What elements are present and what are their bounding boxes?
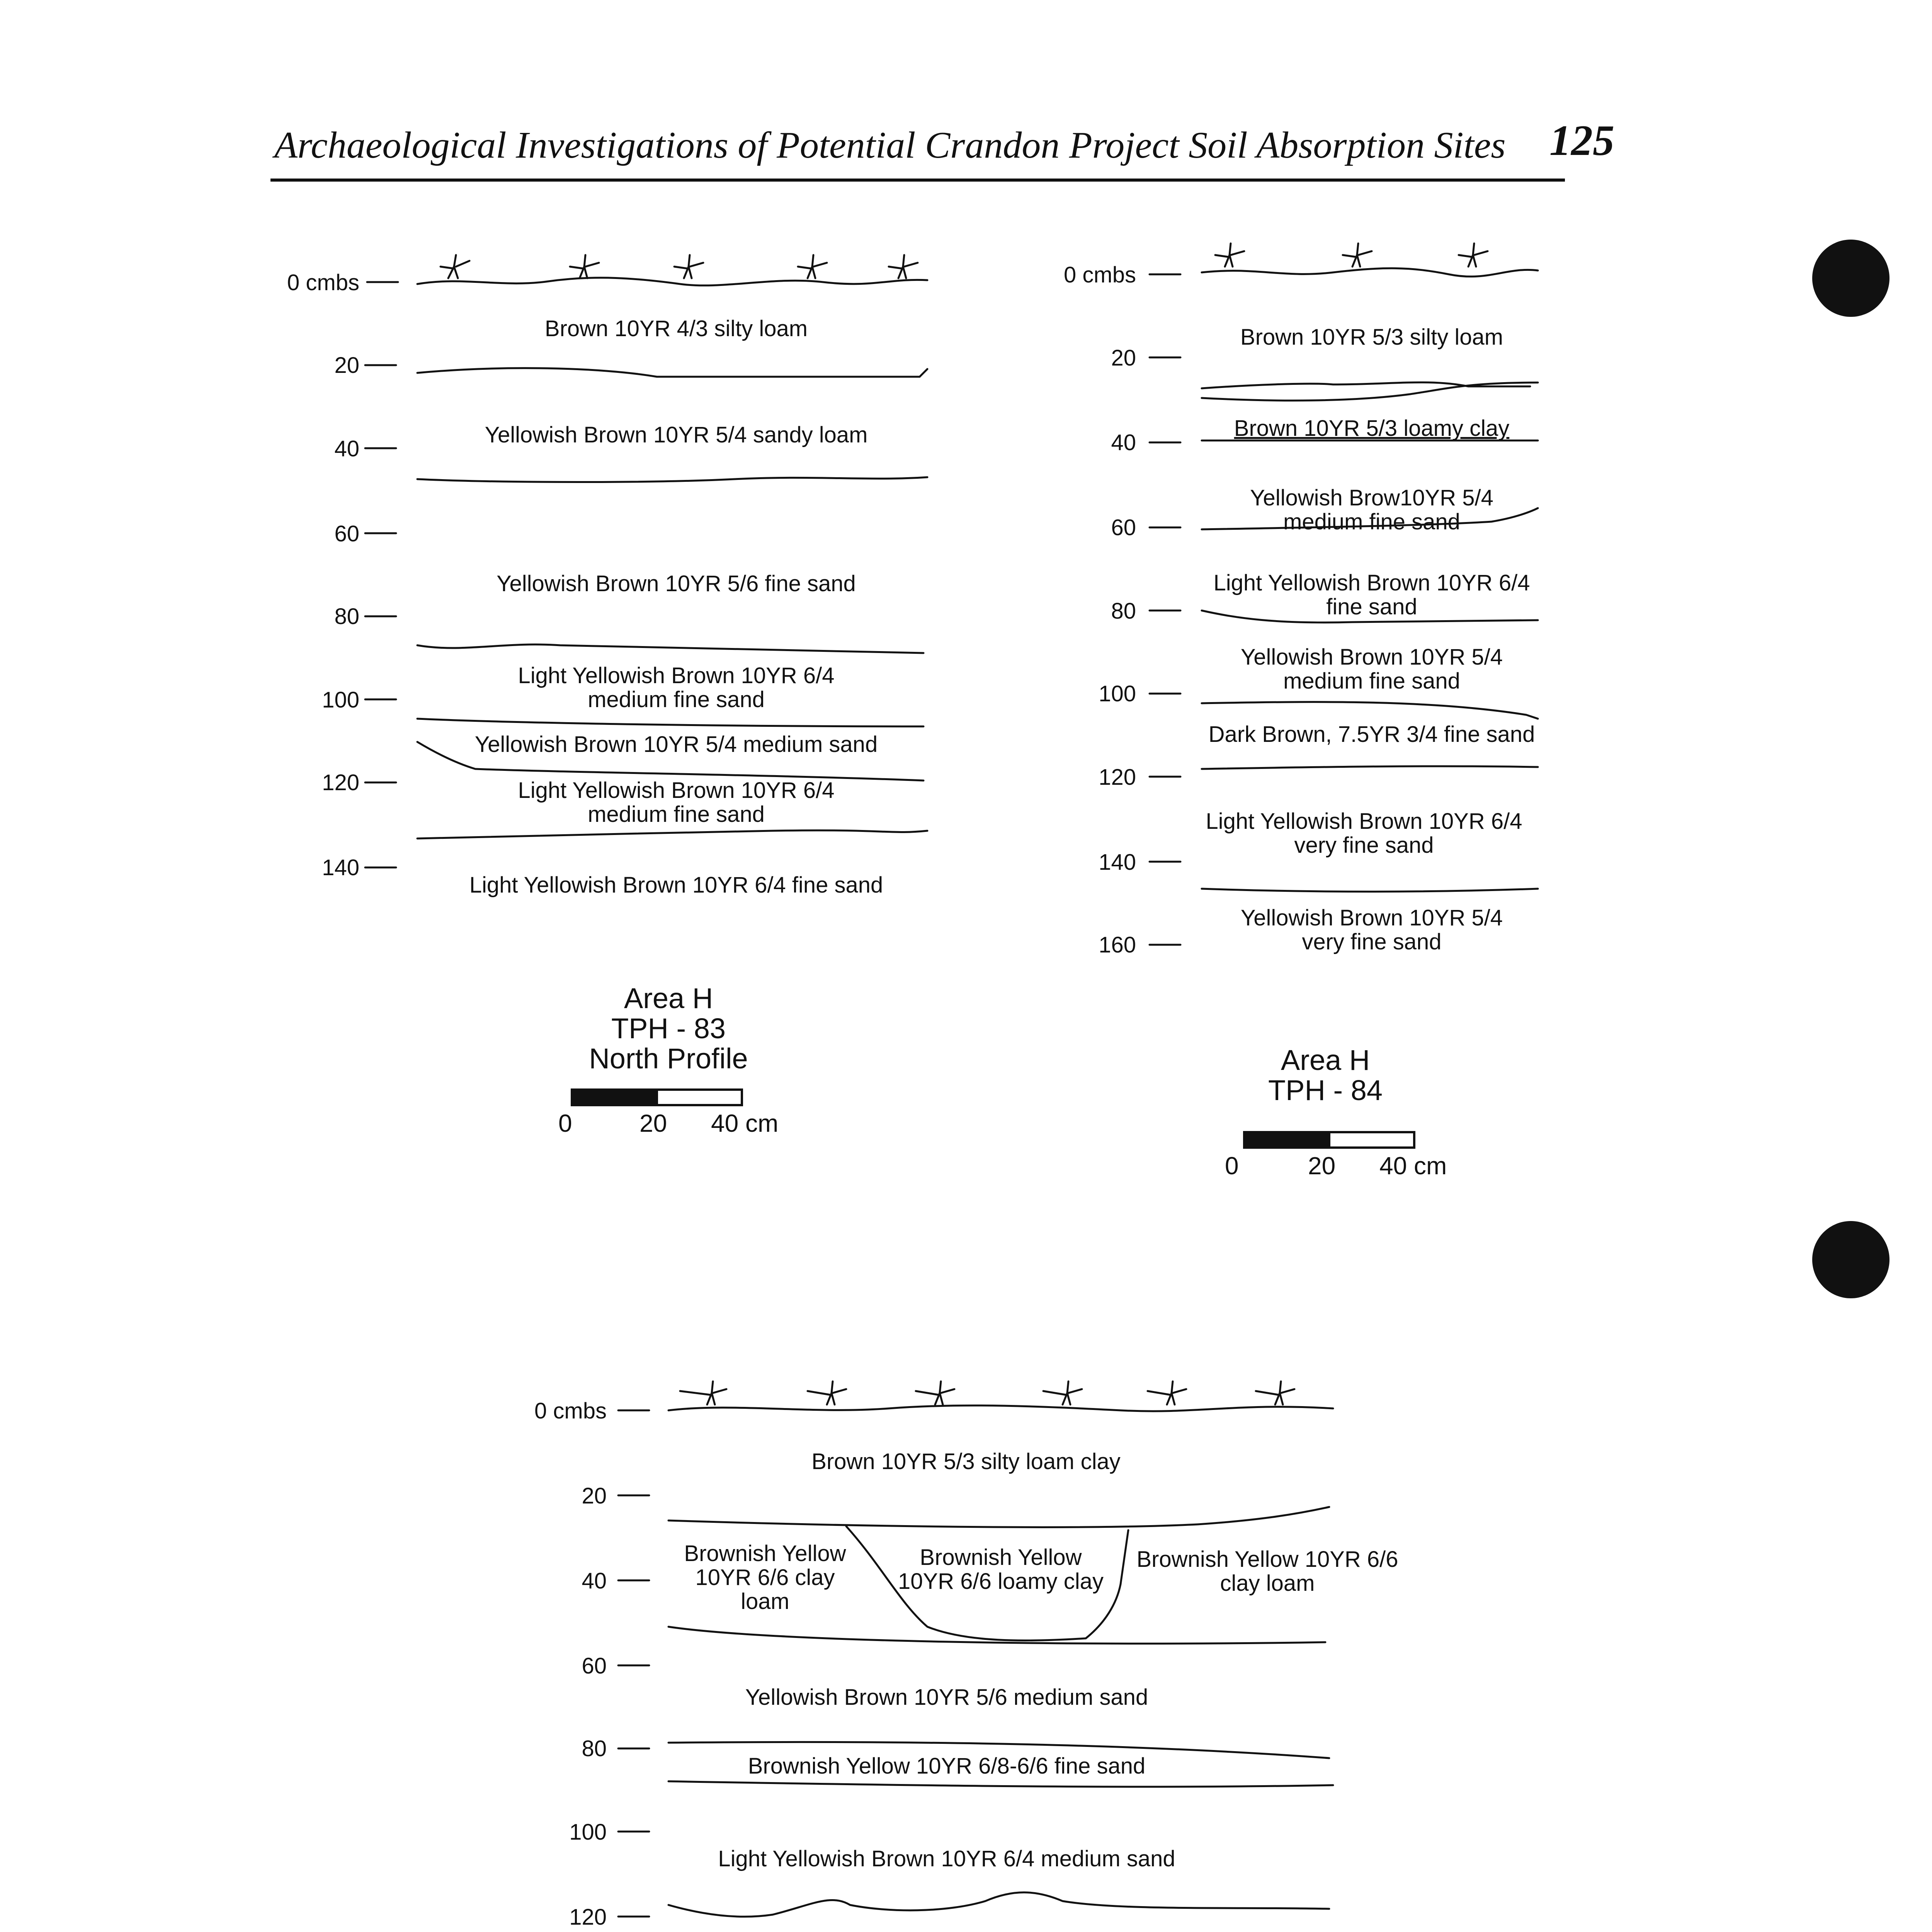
soil-layer-line: medium fine sand: [1283, 668, 1460, 694]
soil-layer-label: Light Yellowish Brown 10YR 6/4 medium sand: [718, 1846, 1175, 1871]
soil-layer-line: Light Yellowish Brown 10YR 6/4: [1213, 570, 1530, 595]
soil-layer-line: Light Yellowish Brown 10YR 6/4: [1206, 809, 1522, 834]
depth-label: 140: [1099, 850, 1136, 875]
depth-label: 80: [334, 604, 359, 629]
soil-layer-line: Yellowish Brown 10YR 5/4: [1240, 645, 1503, 670]
soil-layer-label: [425, 664, 927, 712]
soil-layer-label: [1198, 906, 1546, 954]
caption-area: Area H: [624, 982, 713, 1014]
depth-label: 80: [1111, 599, 1136, 624]
depth-label: 40: [334, 436, 359, 461]
depth-label: 60: [334, 521, 359, 546]
soil-layer-line: very fine sand: [1302, 929, 1442, 954]
caption-pit: TPH - 84: [1268, 1074, 1383, 1106]
soil-layer-line: Light Yellowish Brown 10YR 6/4: [518, 663, 835, 688]
figure-caption: [514, 983, 823, 1074]
soil-layer-line: loam: [741, 1589, 789, 1614]
depth-label: 60: [582, 1653, 607, 1679]
soil-layer-line: Brownish Yellow: [684, 1541, 846, 1566]
soil-layer-label: [1190, 810, 1538, 857]
soil-layer-label: [1198, 645, 1546, 693]
soil-layer-label: [665, 1542, 866, 1614]
depth-label: 0 cmbs: [534, 1398, 607, 1423]
depth-label: 100: [322, 687, 359, 713]
soil-layer-label: Brownish Yellow 10YR 6/8-6/6 fine sand: [748, 1753, 1146, 1779]
soil-layer-line: clay loam: [1220, 1571, 1315, 1596]
soil-layer-label: [869, 1546, 1132, 1594]
scale-label: 40 cm: [711, 1109, 779, 1137]
soil-layer-label: Yellowish Brown 10YR 5/4 medium sand: [474, 732, 878, 757]
soil-layer-label: Dark Brown, 7.5YR 3/4 fine sand: [1208, 722, 1535, 747]
soil-layer-line: medium fine sand: [588, 687, 765, 712]
soil-layer-line: very fine sand: [1294, 833, 1434, 858]
soil-layer-line: 10YR 6/6 clay: [695, 1565, 835, 1590]
depth-label: 20: [334, 353, 359, 378]
soil-layer-label: Brown 10YR 5/3 loamy clay: [1234, 416, 1510, 441]
soil-layer-label: Light Yellowish Brown 10YR 6/4 fine sand: [469, 872, 883, 898]
depth-label: 120: [1099, 765, 1136, 790]
soil-layer-line: medium fine sand: [588, 802, 765, 827]
soil-layer-label: [1198, 571, 1546, 619]
soil-layer-label: Yellowish Brown 10YR 5/6 fine sand: [497, 571, 856, 596]
depth-label: 100: [569, 1820, 607, 1845]
depth-label: 20: [1111, 345, 1136, 371]
scale-label: 20: [639, 1109, 667, 1137]
soil-layer-label: Brown 10YR 5/3 silty loam: [1240, 325, 1503, 350]
soil-layer-line: Light Yellowish Brown 10YR 6/4: [518, 778, 835, 803]
soil-layer-line: Yellowish Brow10YR 5/4: [1250, 485, 1493, 510]
depth-label: 140: [322, 855, 359, 880]
soil-layer-label: Yellowish Brown 10YR 5/6 medium sand: [745, 1685, 1148, 1710]
depth-label: 0 cmbs: [287, 270, 359, 295]
profile-tph84-lines: [1150, 243, 1538, 1148]
scale-label: 0: [558, 1109, 572, 1137]
scale-label: 0: [1225, 1152, 1239, 1180]
depth-label: 40: [582, 1568, 607, 1594]
soil-layer-label: Brown 10YR 4/3 silty loam: [544, 316, 808, 341]
figure-caption: [1171, 1045, 1480, 1105]
depth-label: 40: [1111, 430, 1136, 455]
scale-label: 40 cm: [1379, 1152, 1447, 1180]
depth-label: 0 cmbs: [1064, 262, 1136, 287]
running-header-title: Archaeological Investigations of Potential Crandon Project Soil Absorption Sites: [274, 124, 1506, 166]
depth-label: 120: [569, 1905, 607, 1930]
soil-layer-line: medium fine sand: [1283, 509, 1460, 534]
depth-label: 120: [322, 770, 359, 795]
depth-label: 20: [582, 1483, 607, 1509]
soil-layer-line: Brownish Yellow: [920, 1545, 1082, 1570]
caption-pit: TPH - 83: [611, 1012, 726, 1044]
soil-layer-label: Brown 10YR 5/3 silty loam clay: [811, 1449, 1121, 1474]
page-number: 125: [1549, 117, 1614, 165]
depth-label: 160: [1099, 932, 1136, 957]
soil-layer-line: 10YR 6/6 loamy clay: [898, 1569, 1104, 1594]
scale-label: 20: [1308, 1152, 1336, 1180]
soil-layer-label: [425, 779, 927, 827]
caption-profile: North Profile: [589, 1043, 748, 1075]
soil-layer-label: Yellowish Brown 10YR 5/4 sandy loam: [485, 422, 868, 447]
soil-layer-label: [1128, 1548, 1406, 1595]
depth-label: 80: [582, 1736, 607, 1761]
depth-label: 100: [1099, 681, 1136, 706]
soil-layer-line: Yellowish Brown 10YR 5/4: [1240, 905, 1503, 930]
caption-area: Area H: [1281, 1044, 1370, 1076]
depth-label: 60: [1111, 515, 1136, 540]
soil-layer-label: [1198, 486, 1546, 534]
soil-layer-line: Brownish Yellow 10YR 6/6: [1136, 1547, 1398, 1572]
soil-layer-line: fine sand: [1326, 594, 1417, 619]
